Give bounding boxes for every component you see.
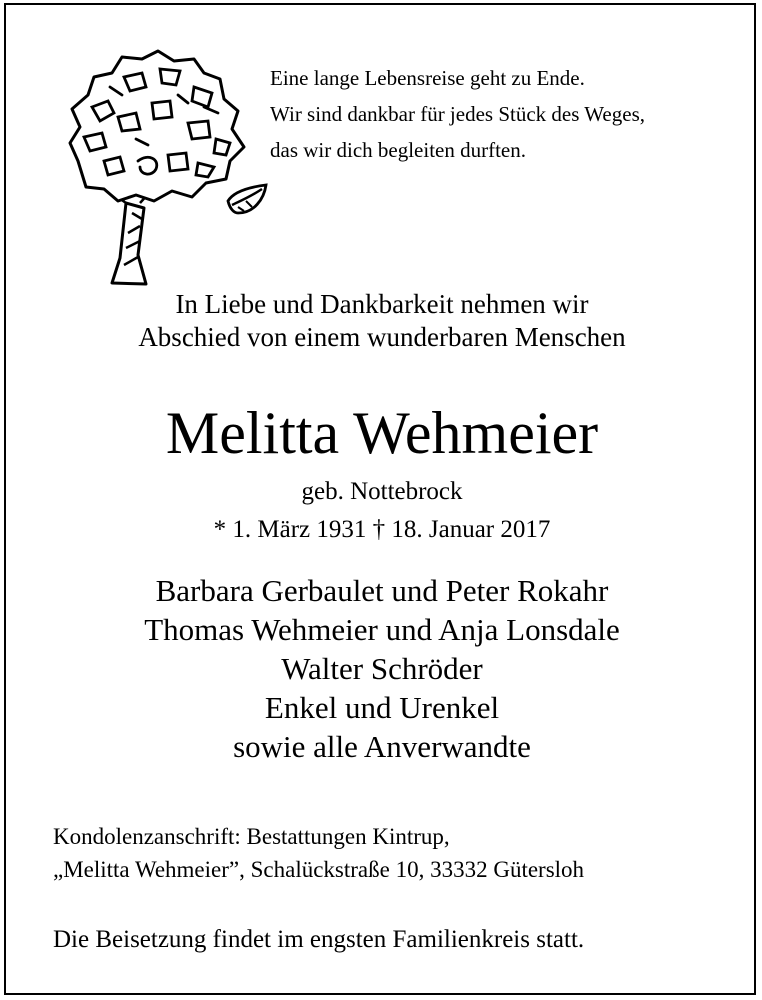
mourners-list (6, 571, 758, 766)
obituary-notice (4, 3, 756, 995)
mourner-line: Enkel und Urenkel (264, 690, 500, 725)
condolence-line: „Melitta Wehmeier”, Schalückstraße 10, 33332 Gütersloh (53, 857, 585, 882)
life-dates: * 1. März 1931 † 18. Januar 2017 (213, 516, 551, 543)
condolence-line: Kondolenzanschrift: Bestattungen Kintrup, (53, 824, 450, 849)
mourner-line: Barbara Gerbaulet und Peter Rokahr (155, 573, 609, 608)
burial-notice: Die Beisetzung findet im engsten Familienkreis statt. (53, 926, 585, 953)
intro-line: In Liebe und Dankbarkeit nehmen wir (175, 289, 589, 319)
intro-line: Abschied von einem wunderbaren Menschen (138, 322, 626, 352)
birth-name: geb. Nottebrock (301, 478, 463, 505)
verse-line: Wir sind dankbar für jedes Stück des Weges, (270, 102, 645, 126)
mourner-line: Walter Schröder (281, 651, 483, 686)
verse-line: Eine lange Lebensreise geht zu Ende. (270, 66, 585, 90)
falling-leaf-icon (224, 183, 272, 219)
verse (270, 60, 758, 168)
deceased-name: Melitta Wehmeier (165, 400, 599, 466)
tree-icon (48, 43, 284, 293)
mourner-line: sowie alle Anverwandte (233, 729, 531, 764)
mourner-line: Thomas Wehmeier und Anja Lonsdale (144, 612, 620, 647)
farewell-intro (6, 288, 758, 354)
condolence-address (53, 820, 753, 886)
verse-line: das wir dich begleiten durften. (270, 138, 526, 162)
